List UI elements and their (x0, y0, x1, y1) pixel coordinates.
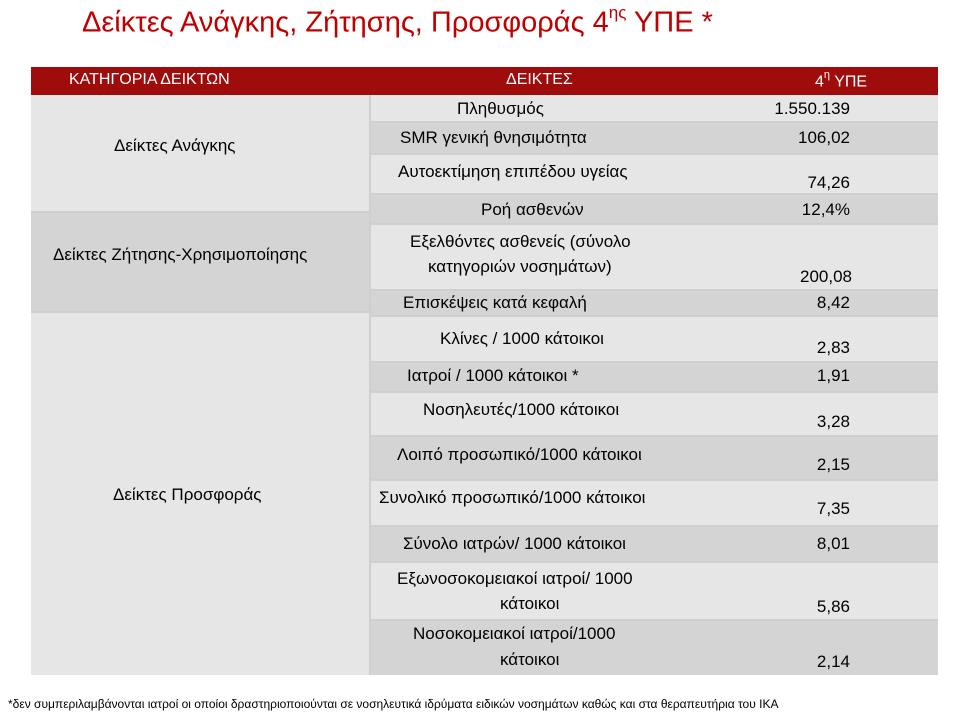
indicator-label: Συνολικό προσωπικό/1000 κάτοικοι (379, 488, 646, 507)
indicator-value: 8,42 (816, 293, 850, 312)
category-supply: Δείκτες Προσφοράς (113, 485, 262, 504)
indicator-value: 5,86 (816, 597, 850, 616)
indicator-value: 7,35 (816, 499, 850, 518)
indicator-label: Λοιπό προσωπικό/1000 κάτοικοι (397, 445, 642, 464)
row-band (371, 195, 938, 223)
indicator-label: Αυτοεκτίμηση επιπέδου υγείας (398, 162, 628, 181)
indicator-value: 8,01 (816, 534, 850, 553)
indicator-label-line2: κατηγοριών νοσημάτων) (428, 257, 612, 276)
indicator-label: Πληθυσμός (457, 99, 544, 118)
indicator-value: 2,14 (816, 652, 850, 671)
indicator-value: 106,02 (798, 128, 850, 147)
indicator-value: 1,91 (816, 366, 850, 385)
indicator-value: 1.550.139 (774, 99, 850, 118)
indicator-label-line2: κάτοικοι (500, 594, 560, 613)
header-region: $4^\eta$ ΥΠΕ (815, 69, 868, 91)
indicator-label-line1: Εξελθόντες ασθενείς (σύνολο (410, 232, 631, 251)
category-demand: Δείκτες Ζήτησης-Χρησιμοποίησης (53, 245, 308, 264)
indicator-value: 12,4% (801, 200, 850, 219)
indicator-label-line2: κάτοικοι (500, 650, 560, 669)
indicator-label: Ιατροί / 1000 κάτοικοι * (407, 366, 579, 385)
indicator-label: Επισκέψεις κατά κεφαλή (403, 293, 587, 312)
footnote: *δεν συμπεριλαμβάνονται ιατροί οι οποίοι δραστηριοποιούνται σε νοσηλευτικά ιδρύματα ειδικών νοσημάτων καθώς και στα θεραπευτήρια του ΙΚΑ (8, 697, 779, 711)
indicator-value: 74,26 (807, 173, 850, 192)
page-title: Δείκτες Ανάγκης, Ζήτησης, Προσφοράς $4^{\eta\varsigma}$ ΥΠΕ * (82, 3, 713, 39)
indicator-label: SMR γενική θνησιμότητα (400, 128, 587, 147)
indicators-table (31, 67, 938, 675)
indicator-label: Ροή ασθενών (481, 200, 584, 219)
header-category: ΚΑΤΗΓΟΡΙΑ ΔΕΙΚΤΩΝ (69, 71, 230, 88)
category-need: Δείκτες Ανάγκης (114, 136, 236, 155)
indicator-value: 2,15 (816, 455, 850, 474)
indicator-value: 2,83 (816, 338, 850, 357)
indicator-label-line1: Εξωνοσοκομειακοί ιατροί/ 1000 (397, 569, 633, 588)
header-indicators: ΔΕΙΚΤΕΣ (506, 71, 573, 88)
indicator-value: 3,28 (816, 412, 850, 431)
indicator-label: Σύνολο ιατρών/ 1000 κάτοικοι (403, 534, 626, 553)
indicator-label: Νοσηλευτές/1000 κάτοικοι (423, 400, 620, 419)
indicator-value: 200,08 (800, 267, 852, 286)
indicator-label-line1: Νοσοκομειακοί ιατροί/1000 (413, 624, 616, 643)
indicator-label: Κλίνες / 1000 κάτοικοι (440, 329, 604, 348)
table-header (31, 67, 938, 95)
